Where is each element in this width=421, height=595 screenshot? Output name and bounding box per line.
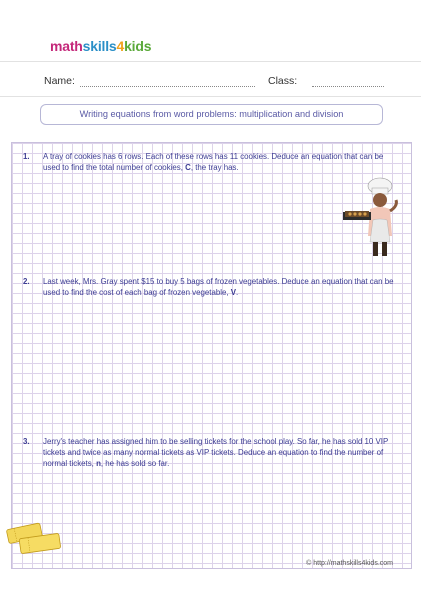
header-divider-2 [0,96,421,97]
name-line [80,86,255,87]
tickets-icon [6,518,68,556]
site-logo: mathskills4kids [50,38,152,54]
class-line [312,86,384,87]
chef-icon [340,176,410,262]
class-label: Class: [268,75,298,87]
name-label: Name: [44,75,75,87]
header-divider [0,61,421,62]
worksheet-title: Writing equations from word problems: multiplication and division [40,104,383,125]
footer-url: © http://mathskills4kids.com [306,560,393,567]
